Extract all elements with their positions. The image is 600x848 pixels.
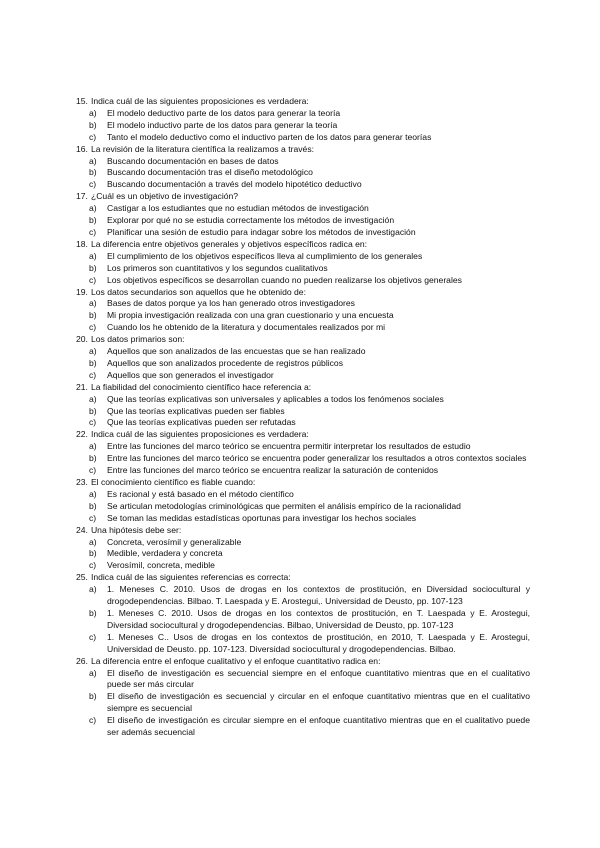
question-number: 16. bbox=[76, 143, 88, 154]
option-letter: b) bbox=[89, 607, 97, 618]
question-number: 21. bbox=[76, 381, 88, 392]
answer-option bbox=[0, 584, 600, 608]
answer-option bbox=[0, 417, 600, 429]
question-18 bbox=[0, 239, 600, 287]
question-stem bbox=[0, 239, 600, 251]
option-text: Buscando documentación a través del modelo hipotético deductivo bbox=[107, 179, 362, 190]
question-text: La diferencia entre objetivos generales y objetivos específicos radica en: bbox=[90, 238, 368, 249]
option-letter: b) bbox=[89, 405, 97, 416]
question-text: La fiabilidad del conocimiento científico hace referencia a: bbox=[90, 381, 312, 392]
question-26 bbox=[0, 656, 600, 739]
question-21 bbox=[0, 382, 600, 430]
option-text: 1. Meneses C.. Usos de drogas en los contextos de prostitución, en 2010, T. Laespada y E. Arostegui, Universidad de Deusto. pp. 107-123. Diversidad sociocultural y drogodependencias. Bilbao. bbox=[107, 631, 530, 654]
answer-option bbox=[0, 441, 600, 453]
answer-option bbox=[0, 548, 600, 560]
option-letter: b) bbox=[89, 215, 97, 226]
option-text: Buscando documentación tras el diseño metodológico bbox=[107, 167, 313, 178]
answer-option bbox=[0, 310, 600, 322]
option-letter: c) bbox=[89, 226, 97, 237]
option-text: Verosímil, concreta, medible bbox=[107, 560, 215, 571]
option-letter: a) bbox=[89, 203, 97, 214]
option-text: El cumplimiento de los objetivos específicos lleva al cumplimiento de los generales bbox=[107, 250, 423, 261]
answer-option bbox=[0, 358, 600, 370]
answer-option bbox=[0, 108, 600, 120]
option-text: 1. Meneses C. 2010. Usos de drogas en los contextos de prostitución, en T. Laespada y E. Arostegui, Diversidad sociocultural y drogodependencias. Bilbao, Universidad de Deusto, pp. 107-123 bbox=[107, 607, 530, 630]
option-text: Entre las funciones del marco teórico se encuentra realizar la saturación de contenidos bbox=[107, 465, 439, 476]
option-letter: b) bbox=[89, 262, 97, 273]
option-letter: b) bbox=[89, 500, 97, 511]
option-letter: a) bbox=[89, 298, 97, 309]
question-number: 19. bbox=[76, 286, 88, 297]
option-letter: b) bbox=[89, 119, 97, 130]
option-text: Cuando los he obtenido de la literatura y documentales realizados por mi bbox=[107, 322, 386, 333]
question-stem bbox=[0, 334, 600, 346]
question-19 bbox=[0, 287, 600, 335]
question-stem bbox=[0, 656, 600, 668]
option-text: Castigar a los estudiantes que no estudian métodos de investigación bbox=[107, 203, 369, 214]
answer-option bbox=[0, 394, 600, 406]
option-letter: a) bbox=[89, 667, 97, 678]
question-23 bbox=[0, 477, 600, 525]
option-letter: c) bbox=[89, 369, 97, 380]
question-number: 26. bbox=[76, 655, 88, 666]
question-17 bbox=[0, 191, 600, 239]
answer-option bbox=[0, 346, 600, 358]
option-text: Entre las funciones del marco teórico se encuentra permitir interpretar los resultados de estudio bbox=[107, 441, 471, 452]
answer-option bbox=[0, 179, 600, 191]
answer-option bbox=[0, 691, 600, 715]
option-text: Bases de datos porque ya los han generado otros investigadores bbox=[107, 298, 355, 309]
option-letter: c) bbox=[89, 322, 97, 333]
question-text: El conocimiento científico es fiable cuando: bbox=[90, 477, 256, 487]
answer-option bbox=[0, 608, 600, 632]
option-letter: a) bbox=[89, 393, 97, 404]
question-stem bbox=[0, 382, 600, 394]
option-letter: a) bbox=[89, 107, 97, 118]
question-24 bbox=[0, 525, 600, 573]
option-letter: c) bbox=[89, 417, 97, 428]
option-text: Que las teorías explicativas pueden ser refutadas bbox=[107, 417, 296, 428]
option-letter: b) bbox=[89, 548, 97, 559]
option-text: Mi propia investigación realizada con una gran cuestionario y una encuesta bbox=[107, 310, 394, 321]
answer-option bbox=[0, 560, 600, 572]
answer-option bbox=[0, 370, 600, 382]
answer-option bbox=[0, 298, 600, 310]
answer-option bbox=[0, 406, 600, 418]
option-text: Se articulan metodologías criminológicas que permiten el análisis empírico de la racionalidad bbox=[107, 500, 461, 511]
answer-option bbox=[0, 215, 600, 227]
answer-option bbox=[0, 537, 600, 549]
question-text: Indica cuál de las siguientes proposiciones es verdadera: bbox=[90, 96, 309, 106]
question-text: Los datos primarios son: bbox=[90, 334, 185, 345]
option-text: Aquellos que son generados el investigador bbox=[107, 369, 274, 380]
option-letter: b) bbox=[89, 691, 97, 702]
option-letter: a) bbox=[89, 155, 97, 166]
option-text: Planificar una sesión de estudio para indagar sobre los métodos de investigación bbox=[107, 226, 416, 237]
question-text: ¿Cuál es un objetivo de investigación? bbox=[90, 191, 239, 202]
answer-option bbox=[0, 322, 600, 334]
answer-option bbox=[0, 668, 600, 692]
question-text: Los datos secundarios son aquellos que he obtenido de: bbox=[90, 286, 306, 297]
option-text: 1. Meneses C. 2010. Usos de drogas en los contextos de prostitución, en Diversidad sociocultural y drogodependencias. Bilbao. T. Laespada y E. Arostegui,. Universidad de Deusto, pp. 107-123 bbox=[107, 584, 530, 607]
option-text: Los primeros son cuantitativos y los segundos cualitativos bbox=[107, 262, 328, 273]
option-text: Se toman las medidas estadísticas oportunas para investigar los hechos sociales bbox=[107, 512, 417, 523]
question-text: Indica cuál de las siguientes referencias es correcta: bbox=[90, 572, 291, 583]
option-letter: b) bbox=[89, 453, 97, 464]
answer-option bbox=[0, 156, 600, 168]
option-letter: c) bbox=[89, 131, 97, 142]
question-stem bbox=[0, 429, 600, 441]
option-letter: c) bbox=[89, 560, 97, 571]
option-letter: c) bbox=[89, 179, 97, 190]
question-number: 18. bbox=[76, 238, 88, 249]
option-letter: c) bbox=[89, 631, 97, 642]
question-text: La diferencia entre el enfoque cualitativo y el enfoque cuantitativo radica en: bbox=[90, 655, 381, 666]
option-letter: a) bbox=[89, 250, 97, 261]
option-letter: b) bbox=[89, 357, 97, 368]
option-letter: b) bbox=[89, 310, 97, 321]
option-text: Que las teorías explicativas pueden ser fiables bbox=[107, 405, 285, 416]
answer-option bbox=[0, 263, 600, 275]
option-text: El modelo inductivo parte de los datos para generar la teoría bbox=[107, 119, 338, 130]
option-text: Aquellos que son analizados procedente de registros públicos bbox=[107, 357, 344, 368]
question-number: 20. bbox=[76, 334, 88, 345]
answer-option bbox=[0, 632, 600, 656]
option-letter: c) bbox=[89, 274, 97, 285]
question-stem bbox=[0, 477, 600, 489]
option-text: El diseño de investigación es secuencial y circular en el enfoque cuantitativo mientras que en el cualitativo siempre es secuencial bbox=[107, 691, 530, 714]
option-letter: a) bbox=[89, 488, 97, 499]
answer-option bbox=[0, 167, 600, 179]
question-15 bbox=[0, 96, 600, 144]
answer-option bbox=[0, 251, 600, 263]
answer-option bbox=[0, 132, 600, 144]
option-text: Concreta, verosímil y generalizable bbox=[107, 536, 242, 547]
option-letter: a) bbox=[89, 441, 97, 452]
question-number: 25. bbox=[76, 572, 88, 583]
answer-option bbox=[0, 275, 600, 287]
question-16 bbox=[0, 144, 600, 192]
question-text: Una hipótesis debe ser: bbox=[90, 524, 182, 535]
option-letter: a) bbox=[89, 536, 97, 547]
question-stem bbox=[0, 144, 600, 156]
question-20 bbox=[0, 334, 600, 382]
option-text: Medible, verdadera y concreta bbox=[107, 548, 223, 559]
question-stem bbox=[0, 572, 600, 584]
option-text: El diseño de investigación es circular siempre en el enfoque cuantitativo mientras que en el cualitativo puede ser además secuencial bbox=[107, 715, 530, 738]
question-number: 15. bbox=[76, 96, 88, 106]
option-text: Buscando documentación en bases de datos bbox=[107, 155, 279, 166]
option-letter: c) bbox=[89, 715, 97, 726]
question-number: 24. bbox=[76, 524, 88, 535]
question-stem bbox=[0, 525, 600, 537]
option-text: Que las teorías explicativas son universales y aplicables a todos los fenómenos sociales bbox=[107, 393, 444, 404]
question-number: 22. bbox=[76, 429, 88, 440]
option-letter: a) bbox=[89, 346, 97, 357]
question-stem bbox=[0, 191, 600, 203]
option-letter: c) bbox=[89, 512, 97, 523]
question-text: La revisión de la literatura científica la realizamos a través: bbox=[90, 143, 315, 154]
question-stem bbox=[0, 96, 600, 108]
question-number: 23. bbox=[76, 477, 88, 487]
option-text: Aquellos que son analizados de las encuestas que se han realizado bbox=[107, 346, 366, 357]
option-text: Explorar por qué no se estudia correctamente los métodos de investigación bbox=[107, 215, 395, 226]
option-text: Es racional y está basado en el método científico bbox=[107, 488, 294, 499]
option-letter: a) bbox=[89, 584, 97, 595]
question-25 bbox=[0, 572, 600, 655]
question-stem bbox=[0, 287, 600, 299]
answer-option bbox=[0, 489, 600, 501]
question-number: 17. bbox=[76, 191, 88, 202]
answer-option bbox=[0, 715, 600, 739]
option-text: El diseño de investigación es secuencial siempre en el enfoque cuantitativo mientras que en el cualitativo puede ser más circular bbox=[107, 667, 530, 690]
option-text: Entre las funciones del marco teórico se encuentra poder generalizar los resultados a otros contextos sociales bbox=[107, 453, 527, 464]
option-letter: c) bbox=[89, 465, 97, 476]
option-text: Los objetivos específicos se desarrollan cuando no pueden realizarse los objetivos generales bbox=[107, 274, 462, 285]
option-text: El modelo deductivo parte de los datos para generar la teoría bbox=[107, 107, 341, 118]
answer-option bbox=[0, 501, 600, 513]
option-letter: b) bbox=[89, 167, 97, 178]
answer-option bbox=[0, 453, 600, 465]
option-text: Tanto el modelo deductivo como el inductivo parten de los datos para generar teorías bbox=[107, 131, 432, 142]
answer-option bbox=[0, 120, 600, 132]
answer-option bbox=[0, 513, 600, 525]
question-22 bbox=[0, 429, 600, 477]
question-text: Indica cuál de las siguientes proposiciones es verdadera: bbox=[90, 429, 309, 440]
answer-option bbox=[0, 203, 600, 215]
answer-option bbox=[0, 227, 600, 239]
answer-option bbox=[0, 465, 600, 477]
